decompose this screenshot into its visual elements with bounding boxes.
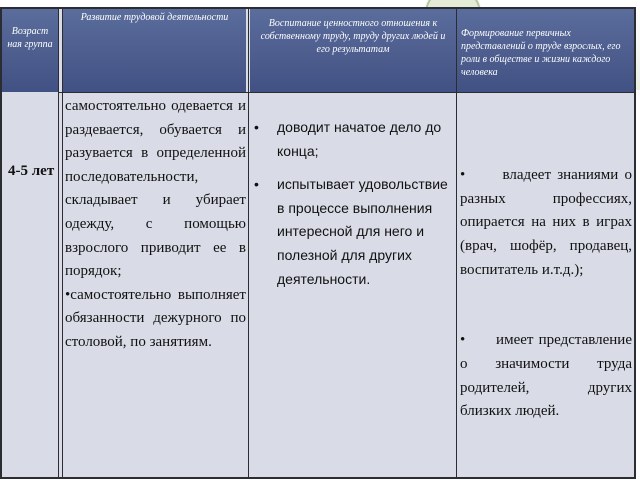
header-value-attitude: [250, 9, 456, 92]
primary-ideas-cell: [460, 117, 636, 471]
header-primary-ideas-text: Формирование первичных представлений о труде взрослых, его роли в обществе и жизни каждого человека: [461, 28, 621, 78]
primary-ideas-paragraph: • владеет знаниями о разных профессиях, опирается на них в играх (врач, шофёр, продавец, воспитатель и.т.д.);: [460, 167, 636, 278]
list-item-text: доводит начатое дело до конца;: [277, 119, 442, 159]
header-labor-development: [63, 9, 246, 92]
header-labor-development-text: Развитие трудовой деятельности: [80, 12, 229, 23]
header-primary-ideas: [457, 9, 634, 92]
bullet-icon: •: [254, 119, 259, 135]
header-age-group-text: Возраст ная группа: [7, 26, 53, 50]
labor-development-paragraph: самостоятельно одевается и раздевается, обувается и разувается в определенной последовательности, складывает и убирает одежду, с помощью взрослого приводит ее в порядок;: [65, 98, 246, 280]
list-item: [254, 173, 450, 291]
age-cell: [8, 161, 56, 181]
value-attitude-list: [254, 116, 450, 291]
primary-ideas-paragraph: • имеет представление о значимости труда родителей, других близких людей.: [460, 332, 636, 420]
row-divider: [58, 92, 634, 93]
column-divider: [248, 9, 249, 477]
column-divider: [58, 9, 59, 477]
labor-development-cell: [65, 95, 246, 355]
labor-education-table: [0, 7, 636, 479]
header-value-attitude-text: Воспитание ценностного отношения к собственному труду, труду других людей и его результатам: [260, 18, 446, 55]
labor-development-paragraph: •самостоятельно выполняет обязанности дежурного по столовой, по занятиям.: [65, 286, 246, 350]
value-attitude-cell: [254, 116, 450, 291]
bullet-icon: •: [254, 176, 259, 193]
column-divider: [456, 9, 457, 477]
list-item-text: испытывает удовольствие в процессе выполнения интересной для него и полезной для других деятельности.: [277, 176, 448, 287]
column-divider: [62, 9, 63, 477]
age-value: 4-5 лет: [8, 163, 55, 179]
header-age-group: [2, 9, 58, 92]
list-item: [254, 116, 450, 163]
